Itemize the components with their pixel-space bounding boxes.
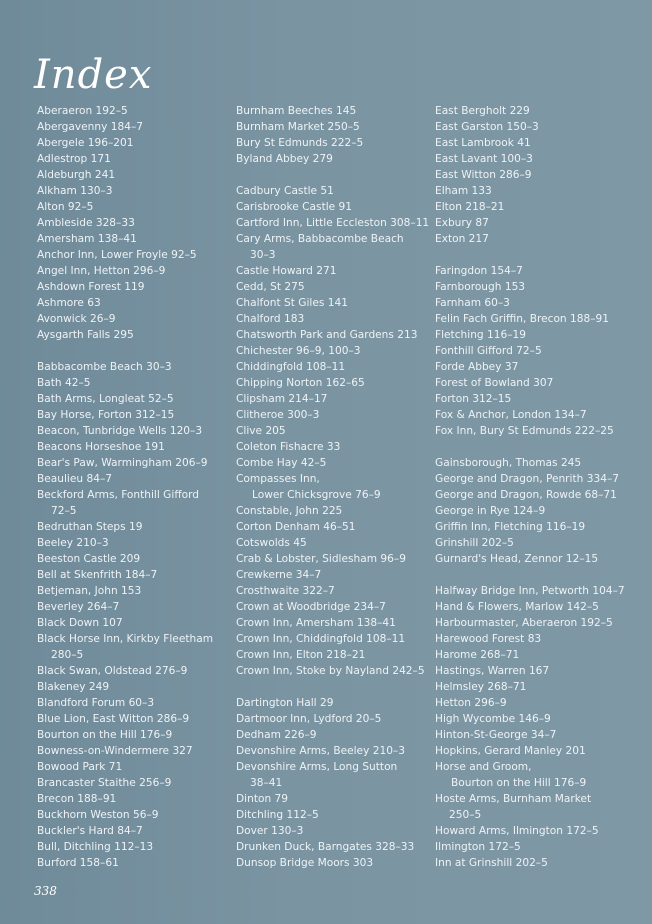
index-entry: Babbacombe Beach 30–3 (37, 361, 172, 373)
index-entry: 250–5 (449, 809, 482, 821)
index-entry: Hand & Flowers, Marlow 142–5 (435, 601, 599, 613)
index-entry: Bury St Edmunds 222–5 (236, 137, 364, 149)
index-entry: Avonwick 26–9 (37, 313, 116, 325)
index-entry: Ditchling 112–5 (236, 809, 319, 821)
index-entry: Crown Inn, Amersham 138–41 (236, 617, 396, 629)
index-entry: Crown Inn, Elton 218–21 (236, 649, 366, 661)
index-entry: Cartford Inn, Little Eccleston 308–11 (236, 217, 430, 229)
index-entry: Clitheroe 300–3 (236, 409, 320, 421)
index-entry: Gainsborough, Thomas 245 (435, 457, 582, 469)
index-entry: Farnham 60–3 (435, 297, 510, 309)
index-entry: Blandford Forum 60–3 (37, 697, 155, 709)
index-entry: Angel Inn, Hetton 296–9 (37, 265, 166, 277)
index-entry: Drunken Duck, Barngates 328–33 (236, 841, 415, 853)
index-entry: Carisbrooke Castle 91 (236, 201, 353, 213)
index-entry: Betjeman, John 153 (37, 585, 142, 597)
index-entry: Dedham 226–9 (236, 729, 317, 741)
index-entry: Bowness-on-Windermere 327 (37, 745, 193, 757)
index-entry: Buckhorn Weston 56–9 (37, 809, 159, 821)
index-entry: Elton 218–21 (435, 201, 505, 213)
index-entry: Crown Inn, Stoke by Nayland 242–5 (236, 665, 425, 677)
index-entry: Brancaster Staithe 256–9 (37, 777, 172, 789)
index-entry: Ashdown Forest 119 (37, 281, 145, 293)
index-entry: 30–3 (250, 249, 276, 261)
index-entry: Forde Abbey 37 (435, 361, 519, 373)
index-entry: East Bergholt 229 (435, 105, 530, 117)
index-entry: Burnham Market 250–5 (236, 121, 360, 133)
index-entry: Abergele 196–201 (37, 137, 134, 149)
index-entry: George and Dragon, Rowde 68–71 (435, 489, 617, 501)
page-number: 338 (34, 884, 57, 898)
index-entry: Beacon, Tunbridge Wells 120–3 (37, 425, 203, 437)
index-column-1 (37, 103, 237, 871)
index-entry: Aysgarth Falls 295 (37, 329, 134, 341)
index-entry: Abergavenny 184–7 (37, 121, 143, 133)
index-entry: Castle Howard 271 (236, 265, 337, 277)
index-entry: Crown at Woodbridge 234–7 (236, 601, 386, 613)
index-entry: Brecon 188–91 (37, 793, 117, 805)
letter-group-gap (236, 167, 436, 183)
letter-group-gap (37, 343, 237, 359)
index-entry: Combe Hay 42–5 (236, 457, 327, 469)
index-entry: Chalfont St Giles 141 (236, 297, 348, 309)
letter-group-gap (435, 247, 635, 263)
index-entry: Harome 268–71 (435, 649, 520, 661)
index-entry: Amersham 138–41 (37, 233, 137, 245)
index-entry: Bath 42–5 (37, 377, 91, 389)
letter-group-gap (236, 679, 436, 695)
index-entry: Beaulieu 84–7 (37, 473, 112, 485)
index-entry: Cedd, St 275 (236, 281, 305, 293)
index-entry: Coleton Fishacre 33 (236, 441, 341, 453)
index-entry: East Witton 286–9 (435, 169, 532, 181)
index-entry: Hastings, Warren 167 (435, 665, 550, 677)
index-entry: Black Swan, Oldstead 276–9 (37, 665, 188, 677)
index-entry: Exton 217 (435, 233, 489, 245)
index-entry: Dunsop Bridge Moors 303 (236, 857, 374, 869)
index-entry: Devonshire Arms, Beeley 210–3 (236, 745, 405, 757)
index-entry: High Wycombe 146–9 (435, 713, 551, 725)
index-entry: Bay Horse, Forton 312–15 (37, 409, 175, 421)
index-entry: Beverley 264–7 (37, 601, 120, 613)
index-entry: Corton Denham 46–51 (236, 521, 356, 533)
index-entry: Howard Arms, Ilmington 172–5 (435, 825, 599, 837)
index-entry: Hopkins, Gerard Manley 201 (435, 745, 586, 757)
index-entry: Bull, Ditchling 112–13 (37, 841, 154, 853)
index-entry: Halfway Bridge Inn, Petworth 104–7 (435, 585, 625, 597)
index-entry: Dartington Hall 29 (236, 697, 334, 709)
index-entry: Helmsley 268–71 (435, 681, 527, 693)
index-entry: Bourton on the Hill 176–9 (37, 729, 173, 741)
index-entry: Chipping Norton 162–65 (236, 377, 365, 389)
index-entry: Faringdon 154–7 (435, 265, 523, 277)
index-entry: Crosthwaite 322–7 (236, 585, 335, 597)
index-entry: Fletching 116–19 (435, 329, 526, 341)
index-entry: Buckler's Hard 84–7 (37, 825, 143, 837)
index-entry: Horse and Groom, (435, 761, 532, 773)
index-column-2 (236, 103, 436, 871)
index-entry: Gurnard's Head, Zennor 12–15 (435, 553, 599, 565)
index-entry: Blue Lion, East Witton 286–9 (37, 713, 190, 725)
index-entry: Alkham 130–3 (37, 185, 113, 197)
index-entry: Chichester 96–9, 100–3 (236, 345, 361, 357)
index-entry: Anchor Inn, Lower Froyle 92–5 (37, 249, 197, 261)
index-entry: Black Horse Inn, Kirkby Fleetham (37, 633, 214, 645)
index-entry: Byland Abbey 279 (236, 153, 333, 165)
index-entry: Harbourmaster, Aberaeron 192–5 (435, 617, 613, 629)
index-entry: Crewkerne 34–7 (236, 569, 322, 581)
index-entry: Black Down 107 (37, 617, 123, 629)
index-entry: Cotswolds 45 (236, 537, 307, 549)
index-entry: Forton 312–15 (435, 393, 512, 405)
index-entry: Compasses Inn, (236, 473, 320, 485)
index-entry: Beckford Arms, Fonthill Gifford (37, 489, 200, 501)
index-entry: Bear's Paw, Warmingham 206–9 (37, 457, 208, 469)
index-entry: Ambleside 328–33 (37, 217, 135, 229)
index-entry: East Lambrook 41 (435, 137, 531, 149)
index-entry: 72–5 (51, 505, 77, 517)
index-entry: Burnham Beeches 145 (236, 105, 357, 117)
index-entry: Aldeburgh 241 (37, 169, 116, 181)
letter-group-gap (435, 567, 635, 583)
index-entry: Farnborough 153 (435, 281, 526, 293)
index-entry: Harewood Forest 83 (435, 633, 542, 645)
index-entry: Fox & Anchor, London 134–7 (435, 409, 587, 421)
index-entry: Alton 92–5 (37, 201, 94, 213)
letter-group-gap (435, 439, 635, 455)
index-entry: Beacons Horseshoe 191 (37, 441, 165, 453)
index-entry: Hetton 296–9 (435, 697, 507, 709)
index-entry: Clive 205 (236, 425, 286, 437)
index-entry: George in Rye 124–9 (435, 505, 546, 517)
index-entry: East Garston 150–3 (435, 121, 539, 133)
index-entry: Fox Inn, Bury St Edmunds 222–25 (435, 425, 614, 437)
index-entry: Forest of Bowland 307 (435, 377, 554, 389)
index-entry: Chiddingfold 108–11 (236, 361, 346, 373)
index-entry: Clipsham 214–17 (236, 393, 328, 405)
index-entry: Cary Arms, Babbacombe Beach (236, 233, 404, 245)
index-entry: Chalford 183 (236, 313, 305, 325)
index-entry: 280–5 (51, 649, 84, 661)
index-entry: Beeston Castle 209 (37, 553, 141, 565)
index-entry: Exbury 87 (435, 217, 489, 229)
index-entry: Aberaeron 192–5 (37, 105, 128, 117)
index-entry: Hinton-St-George 34–7 (435, 729, 557, 741)
index-entry: Inn at Grinshill 202–5 (435, 857, 548, 869)
index-entry: Cadbury Castle 51 (236, 185, 334, 197)
index-entry: Bourton on the Hill 176–9 (451, 777, 587, 789)
index-entry: Crab & Lobster, Sidlesham 96–9 (236, 553, 406, 565)
index-entry: Felin Fach Griffin, Brecon 188–91 (435, 313, 610, 325)
page-title: Index (34, 52, 153, 98)
index-entry: Blakeney 249 (37, 681, 110, 693)
index-entry: Fonthill Gifford 72–5 (435, 345, 542, 357)
index-entry: Bedruthan Steps 19 (37, 521, 143, 533)
index-entry: Dover 130–3 (236, 825, 304, 837)
index-entry: Burford 158–61 (37, 857, 119, 869)
index-entry: Beeley 210–3 (37, 537, 109, 549)
index-entry: George and Dragon, Penrith 334–7 (435, 473, 619, 485)
index-entry: Hoste Arms, Burnham Market (435, 793, 592, 805)
index-entry: Chatsworth Park and Gardens 213 (236, 329, 418, 341)
index-entry: Bath Arms, Longleat 52–5 (37, 393, 174, 405)
index-entry: Dinton 79 (236, 793, 289, 805)
index-entry: Devonshire Arms, Long Sutton (236, 761, 398, 773)
index-entry: Griffin Inn, Fletching 116–19 (435, 521, 586, 533)
index-entry: Adlestrop 171 (37, 153, 111, 165)
index-column-3 (435, 103, 635, 871)
index-entry: Bowood Park 71 (37, 761, 123, 773)
index-entry: Ilmington 172–5 (435, 841, 521, 853)
index-entry: Crown Inn, Chiddingfold 108–11 (236, 633, 406, 645)
index-entry: Ashmore 63 (37, 297, 101, 309)
index-entry: Lower Chicksgrove 76–9 (252, 489, 381, 501)
index-entry: East Lavant 100–3 (435, 153, 533, 165)
index-entry: Elham 133 (435, 185, 492, 197)
index-entry: Grinshill 202–5 (435, 537, 514, 549)
index-entry: Constable, John 225 (236, 505, 343, 517)
index-entry: 38–41 (250, 777, 283, 789)
index-entry: Dartmoor Inn, Lydford 20–5 (236, 713, 382, 725)
index-entry: Bell at Skenfrith 184–7 (37, 569, 158, 581)
